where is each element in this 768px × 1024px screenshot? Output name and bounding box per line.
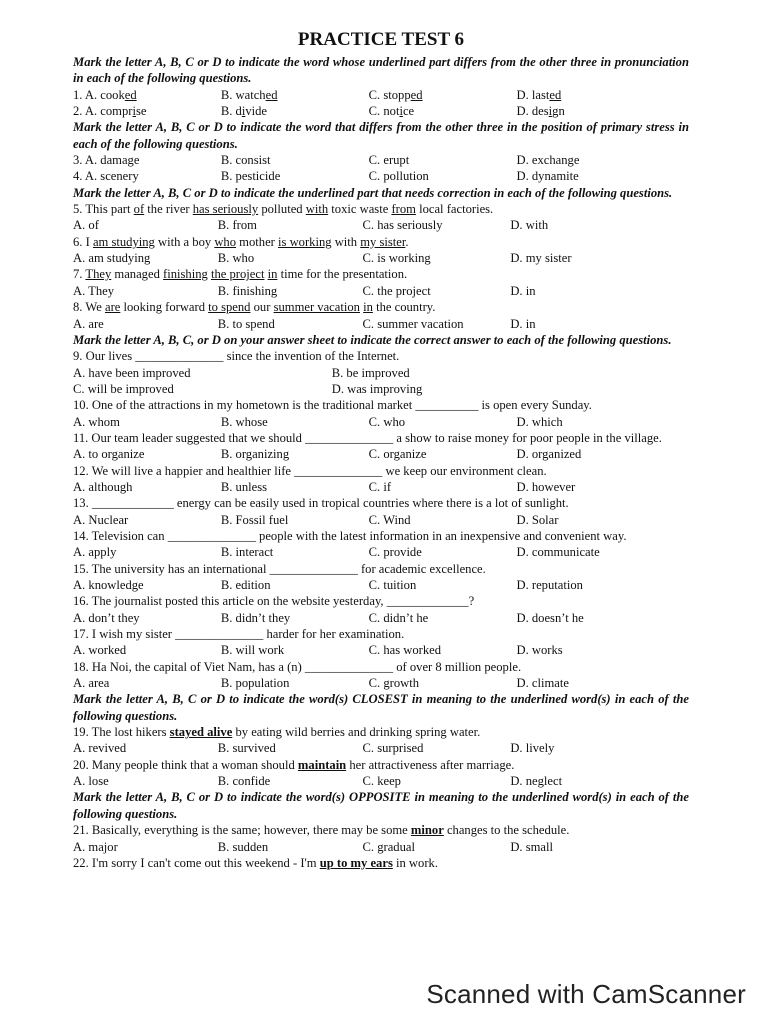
- option-6c: C. is working: [362, 251, 431, 266]
- option-19a: A. revived: [73, 741, 127, 756]
- options-21: [73, 839, 689, 855]
- option-21a: A. major: [73, 839, 118, 854]
- question-stem-9: 9. Our lives ______________ since the invention of the Internet.: [73, 349, 400, 364]
- option-17c: C. has worked: [368, 643, 442, 658]
- section-instruction: Mark the letter A, B, C or D to indicate the word whose underlined part differs from the other three in pronunciation in each of the following questions.: [73, 55, 689, 86]
- question-stem-20: 20. Many people think that a woman should maintain her attractiveness after marriage.: [73, 757, 515, 772]
- option-17b: B. will work: [220, 643, 285, 658]
- option-20d: D. neglect: [510, 774, 563, 789]
- options-15: [73, 577, 689, 593]
- option-3b: B. consist: [220, 153, 271, 168]
- options-7: [73, 283, 689, 299]
- option-9c: C. will be improved: [73, 381, 174, 396]
- option-6b: B. who: [217, 251, 255, 266]
- question-stem-10: 10. One of the attractions in my hometown is the traditional market __________ is open every Sunday.: [73, 398, 592, 413]
- option-11d: D. organized: [516, 447, 582, 462]
- option-11c: C. organize: [368, 447, 427, 462]
- option-14d: D. communicate: [516, 545, 600, 560]
- question-stem-8: 8. We are looking forward to spend our summer vacation in the country.: [73, 300, 436, 315]
- option-3c: C. erupt: [368, 153, 410, 168]
- question-stem-17: 17. I wish my sister ______________ harder for her examination.: [73, 627, 405, 642]
- option-21b: B. sudden: [217, 839, 269, 854]
- options-14: [73, 544, 689, 560]
- option-12d: D. however: [516, 479, 576, 494]
- option-10d: D. which: [516, 414, 563, 429]
- option-9a: A. have been improved: [73, 365, 191, 380]
- option-3d: D. exchange: [516, 153, 580, 168]
- option-4a: 4. A. scenery: [73, 169, 139, 184]
- option-13b: B. Fossil fuel: [220, 512, 289, 527]
- section-instruction: Mark the letter A, B, C or D to indicate the underlined part that needs correction in each of the following questions.: [73, 185, 673, 200]
- option-9d: D. was improving: [331, 381, 423, 396]
- options-10: [73, 414, 689, 430]
- option-7d: D. in: [510, 283, 536, 298]
- options-17: [73, 642, 689, 658]
- option-8b: B. to spend: [217, 316, 275, 331]
- question-stem-7: 7. They managed finishing the project in time for the presentation.: [73, 267, 408, 282]
- question-row-1: [73, 87, 689, 103]
- option-21d: D. small: [510, 839, 554, 854]
- option-7c: C. the project: [362, 283, 431, 298]
- question-stem-14: 14. Television can ______________ people with the latest information in an inexpensive and convenient way.: [73, 528, 627, 543]
- option-12b: B. unless: [220, 479, 268, 494]
- option-4c: C. pollution: [368, 169, 429, 184]
- option-18a: A. area: [73, 676, 110, 691]
- option-10b: B. whose: [220, 414, 268, 429]
- option-5c: C. has seriously: [362, 218, 443, 233]
- option-21c: C. gradual: [362, 839, 415, 854]
- option-1c: C. stopped: [368, 87, 423, 102]
- options-13: [73, 512, 689, 528]
- options-12: [73, 479, 689, 495]
- options-11: [73, 446, 689, 462]
- options-19: [73, 740, 689, 756]
- option-18c: C. growth: [368, 676, 420, 691]
- option-2b: B. divide: [220, 104, 268, 119]
- options-16: [73, 610, 689, 626]
- option-14a: A. apply: [73, 545, 117, 560]
- option-7a: A. They: [73, 283, 115, 298]
- option-18d: D. climate: [516, 676, 569, 691]
- options-8: [73, 316, 689, 332]
- section-instruction: Mark the letter A, B, C or D to indicate the word(s) CLOSEST in meaning to the underlined word(s) in each of the following questions.: [73, 692, 689, 723]
- option-13c: C. Wind: [368, 512, 411, 527]
- question-row-3: [73, 152, 689, 168]
- option-12a: A. although: [73, 479, 133, 494]
- option-2d: D. design: [516, 104, 565, 119]
- option-19b: B. survived: [217, 741, 276, 756]
- option-14b: B. interact: [220, 545, 274, 560]
- option-17a: A. worked: [73, 643, 127, 658]
- options-20: [73, 773, 689, 789]
- option-15c: C. tuition: [368, 578, 417, 592]
- scanner-watermark: Scanned with CamScanner: [426, 979, 746, 1009]
- option-20c: C. keep: [362, 774, 401, 789]
- option-11b: B. organizing: [220, 447, 290, 462]
- options-5: [73, 217, 689, 233]
- question-stem-18: 18. Ha Noi, the capital of Viet Nam, has a (n) ______________ of over 8 million people.: [73, 659, 522, 674]
- option-2a: 2. A. comprise: [73, 104, 147, 119]
- option-3a: 3. A. damage: [73, 153, 140, 168]
- question-stem-21: 21. Basically, everything is the same; however, there may be some minor changes to the schedule.: [73, 823, 570, 838]
- option-17d: D. works: [516, 643, 563, 658]
- option-2c: C. notice: [368, 104, 415, 119]
- option-16d: D. doesn’t he: [516, 610, 584, 625]
- option-16b: B. didn’t they: [220, 610, 291, 625]
- question-row-4: [73, 168, 689, 184]
- option-5d: D. with: [510, 218, 549, 233]
- options-6: [73, 250, 689, 266]
- question-stem-13: 13. _____________ energy can be easily used in tropical countries where there is a lot of sunlight.: [73, 496, 569, 511]
- option-5a: A. of: [73, 218, 99, 233]
- option-16a: A. don’t they: [73, 610, 140, 625]
- option-18b: B. population: [220, 676, 290, 691]
- option-16c: C. didn’t he: [368, 610, 429, 625]
- section-instruction: Mark the letter A, B, C, or D on your answer sheet to indicate the correct answer to each of the following questions.: [73, 332, 672, 347]
- option-5b: B. from: [217, 218, 257, 233]
- section-instruction: Mark the letter A, B, C or D to indicate the word that differs from the other three in the position of primary stress in each of the following questions.: [73, 120, 689, 151]
- option-8a: A. are: [73, 316, 104, 331]
- option-4b: B. pesticide: [220, 169, 281, 184]
- option-15a: A. knowledge: [73, 578, 144, 592]
- option-13d: D. Solar: [516, 512, 559, 527]
- question-stem-6: 6. I am studying with a boy who mother is working with my sister.: [73, 234, 409, 249]
- question-stem-12: 12. We will live a happier and healthier life ______________ we keep our environment clean.: [73, 463, 547, 478]
- option-9b: B. be improved: [331, 365, 410, 380]
- option-19c: C. surprised: [362, 741, 424, 756]
- question-stem-22: 22. I'm sorry I can't come out this weekend - I'm up to my ears in work.: [73, 855, 438, 870]
- option-19d: D. lively: [510, 741, 555, 756]
- question-stem-16: 16. The journalist posted this article on the website yesterday, _____________?: [73, 594, 475, 609]
- question-stem-15: 15. The university has an international ______________ for academic excellence.: [73, 561, 486, 576]
- option-1b: B. watched: [220, 87, 278, 102]
- option-15d: D. reputation: [516, 578, 583, 592]
- question-stem-11: 11. Our team leader suggested that we should ______________ a show to raise money for poor people in the village.: [73, 430, 662, 445]
- section-instruction: Mark the letter A, B, C or D to indicate the word(s) OPPOSITE in meaning to the underlined word(s) in each of the following questions.: [73, 790, 689, 821]
- question-stem-5: 5. This part of the river has seriously polluted with toxic waste from local factories.: [73, 202, 494, 217]
- option-10a: A. whom: [73, 414, 120, 429]
- option-11a: A. to organize: [73, 447, 145, 462]
- option-13a: A. Nuclear: [73, 512, 129, 527]
- option-6d: D. my sister: [510, 251, 572, 266]
- page-title: PRACTICE TEST 6: [297, 29, 465, 50]
- options-9: [73, 365, 689, 381]
- option-20a: A. lose: [73, 774, 109, 789]
- option-12c: C. if: [368, 479, 392, 494]
- question-row-2: [73, 103, 689, 119]
- options-18: [73, 675, 689, 691]
- option-20b: B. confide: [217, 774, 271, 789]
- option-7b: B. finishing: [217, 283, 278, 298]
- option-4d: D. dynamite: [516, 169, 579, 184]
- option-1a: 1. A. cooked: [73, 87, 137, 102]
- option-10c: C. who: [368, 414, 406, 429]
- question-stem-19: 19. The lost hikers stayed alive by eating wild berries and drinking spring water.: [73, 725, 481, 740]
- option-6a: A. am studying: [73, 251, 151, 266]
- option-1d: D. lasted: [516, 87, 562, 102]
- option-8c: C. summer vacation: [362, 316, 464, 331]
- option-14c: C. provide: [368, 545, 422, 560]
- option-15b: B. edition: [220, 578, 271, 592]
- worksheet: [73, 28, 689, 871]
- options-9-cd: [73, 381, 689, 397]
- option-8d: D. in: [510, 316, 536, 331]
